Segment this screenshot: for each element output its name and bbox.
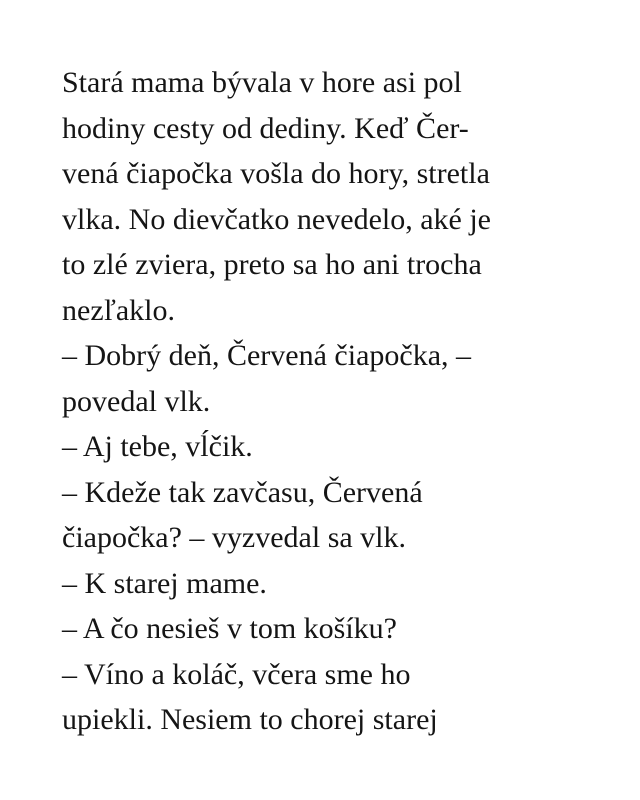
text-line-10: – Kdeže tak zavčasu, Červená <box>62 475 423 509</box>
text-line-5: to zlé zviera, preto sa ho ani trocha <box>62 248 482 281</box>
story-text <box>62 60 582 743</box>
text-line-7: – Dobrý deň, Červená čiapočka, – <box>62 339 472 372</box>
text-line-14: – Víno a koláč, včera sme ho <box>62 657 411 691</box>
text-line-3: vená čiapočka vošla do hory, stretla <box>62 157 490 190</box>
text-line-15: upiekli. Nesiem to chorej starej <box>62 703 438 736</box>
text-line-1: Stará mama bývala v hore asi pol <box>62 66 462 99</box>
text-line-9: – Aj tebe, vĺčik. <box>62 430 253 463</box>
text-line-6: nezľaklo. <box>62 293 175 327</box>
text-line-8: povedal vlk. <box>62 384 211 418</box>
text-line-4: vlka. No dievčatko nevedelo, aké je <box>62 202 491 236</box>
text-line-2: hodiny cesty od dediny. Keď Čer- <box>62 111 469 145</box>
text-line-12: – K starej mame. <box>62 566 267 600</box>
text-line-13: – A čo nesieš v tom košíku? <box>62 612 397 645</box>
text-line-11: čiapočka? – vyzvedal sa vlk. <box>62 521 407 554</box>
